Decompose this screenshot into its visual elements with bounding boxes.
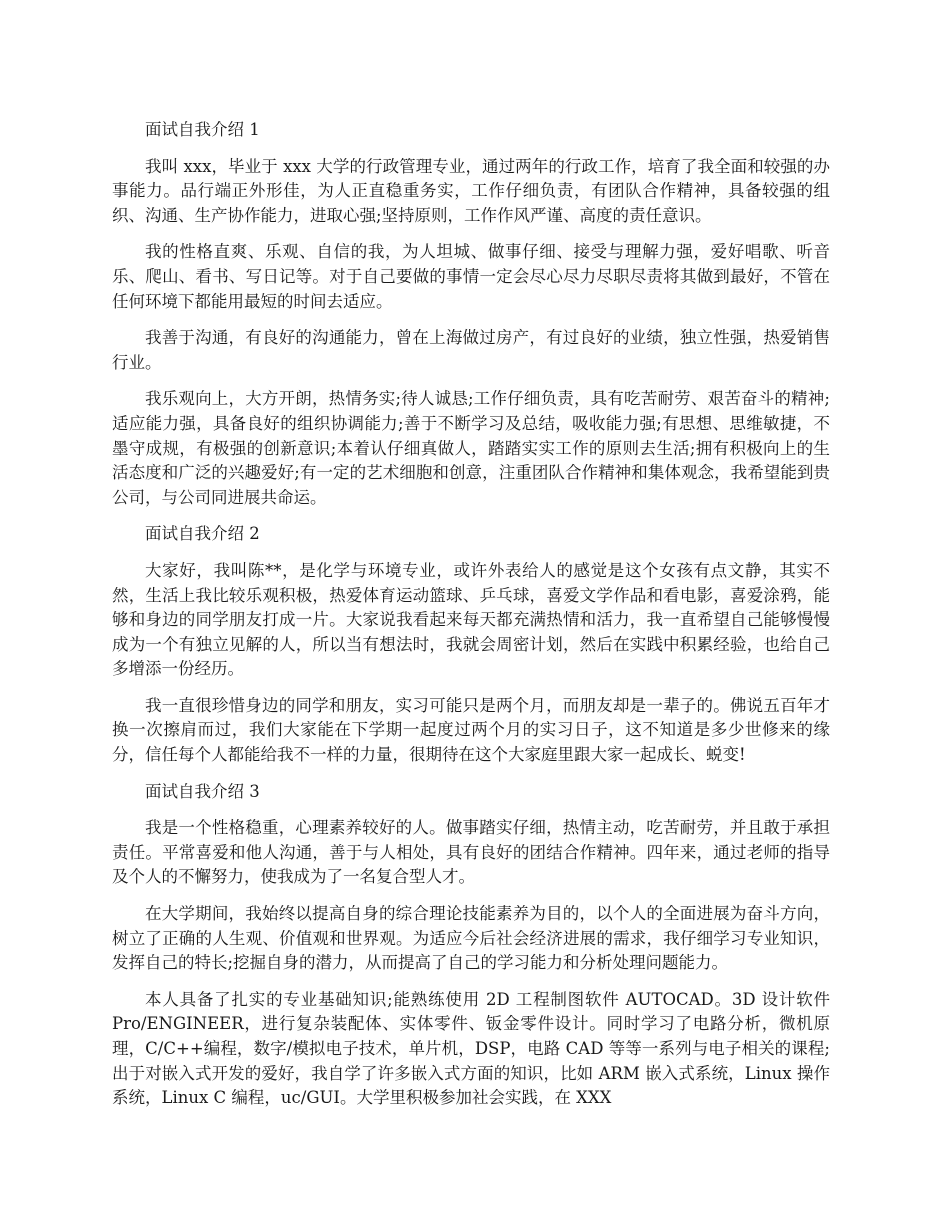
document-body (112, 118, 830, 1123)
paragraph: 我一直很珍惜身边的同学和朋友，实习可能只是两个月，而朋友却是一辈子的。佛说五百年才换一次擦肩而过，我们大家能在下学期一起度过两个月的实习日子，这不知道是多少世修来的缘分，信任每个人都能给我不一样的力量，很期待在这个大家庭里跟大家一起成长、蜕变! (112, 695, 830, 765)
paragraph: 我乐观向上，大方开朗，热情务实;待人诚恳;工作仔细负责，具有吃苦耐劳、艰苦奋斗的精神;适应能力强，具备良好的组织协调能力;善于不断学习及总结，吸收能力强;有思想、思维敏捷，不墨守成规，有极强的创新意识;本着认仔细真做人，踏踏实实工作的原则去生活;拥有积极向上的生活态度和广泛的兴趣爱好;有一定的艺术细胞和创意，注重团队合作精神和集体观念，我希望能到贵公司，与公司同进展共命运。 (112, 389, 830, 507)
paragraph: 我的性格直爽、乐观、自信的我，为人坦城、做事仔细、接受与理解力强，爱好唱歌、听音乐、爬山、看书、写日记等。对于自己要做的事情一定会尽心尽力尽职尽责将其做到最好，不管在任何环境下都能用最短的时间去适应。 (112, 242, 830, 311)
section-heading: 面试自我介绍 3 (145, 781, 260, 801)
section-heading: 面试自我介绍 2 (145, 524, 260, 544)
paragraph: 在大学期间，我始终以提高自身的综合理论技能素养为目的，以个人的全面进展为奋斗方向，树立了正确的人生观、价值观和世界观。为适应今后社会经济进展的需求，我仔细学习专业知识，发挥自己的特长;挖掘自身的潜力，从而提高了自己的学习能力和分析处理问题能力。 (112, 904, 830, 973)
paragraph: 本人具备了扎实的专业基础知识;能熟练使用 2D 工程制图软件 AUTOCAD。3D 设计软件 Pro/ENGINEER，进行复杂装配体、实体零件、钣金零件设计。同时学习了电路分析，微机原理，C/C++编程，数字/模拟电子技术，单片机，DSP，电路 CAD 等等一系列与电子相关的课程;出于对嵌入式开发的爱好，我自学了许多嵌入式方面的知识，比如 ARM 嵌入式系统，Linux 操作系统，Linux C 编程，uc/GUI。大学里积极参加社会实践，在 XXX (112, 989, 830, 1108)
paragraph: 我善于沟通，有良好的沟通能力，曾在上海做过房产，有过良好的业绩，独立性强，热爱销售行业。 (112, 328, 830, 372)
paragraph: 我叫 xxx，毕业于 xxx 大学的行政管理专业，通过两年的行政工作，培育了我全面和较强的办事能力。品行端正外形佳，为人正直稳重务实，工作仔细负责，有团队合作精神，具备较强的组织、沟通、生产协作能力，进取心强;坚持原则，工作作风严谨、高度的责任意识。 (112, 156, 830, 225)
paragraph: 大家好，我叫陈**，是化学与环境专业，或许外表给人的感觉是这个女孩有点文静，其实不然，生活上我比较乐观积极，热爱体育运动篮球、乒乓球，喜爱文学作品和看电影，喜爱涂鸦，能够和身边的同学朋友打成一片。大家说我看起来每天都充满热情和活力，我一直希望自己能够慢慢成为一个有独立见解的人，所以当有想法时，我就会周密计划，然后在实践中积累经验，也给自己多增添一份经历。 (112, 560, 830, 679)
paragraph: 我是一个性格稳重，心理素养较好的人。做事踏实仔细，热情主动，吃苦耐劳，并且敢于承担责任。平常喜爱和他人沟通，善于与人相处，具有良好的团结合作精神。四年来，通过老师的指导及个人的不懈努力，使我成为了一名复合型人才。 (112, 818, 830, 887)
section-heading: 面试自我介绍 1 (145, 120, 260, 139)
